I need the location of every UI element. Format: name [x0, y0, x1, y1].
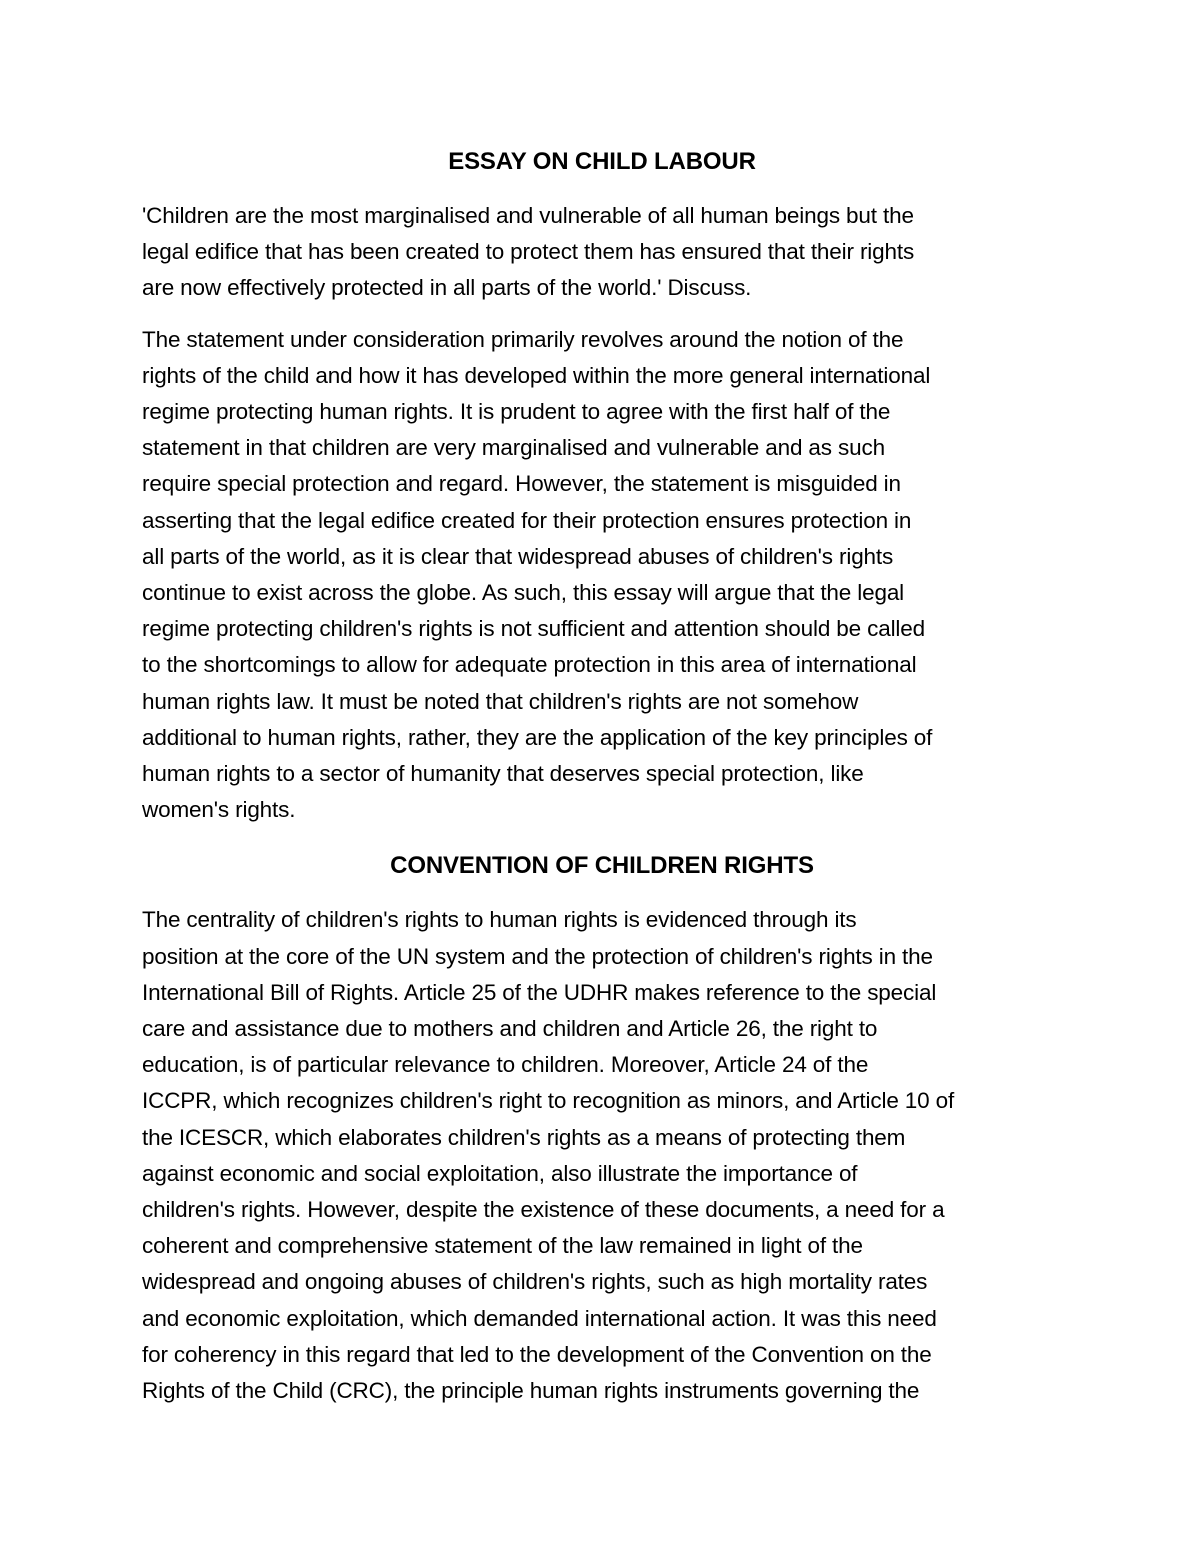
- text-line: human rights law. It must be noted that children's rights are not somehow: [142, 688, 859, 714]
- text-line: are now effectively protected in all parts of the world.' Discuss.: [142, 275, 752, 301]
- text-line: the ICESCR, which elaborates children's rights as a means of protecting them: [142, 1124, 906, 1150]
- text-line: regime protecting human rights. It is prudent to agree with the first half of the: [142, 399, 891, 425]
- text-line: continue to exist across the globe. As such, this essay will argue that the legal: [142, 580, 905, 606]
- body-paragraph-1: [142, 322, 1062, 829]
- document-title: ESSAY ON CHILD LABOUR: [448, 148, 756, 175]
- text-line: widespread and ongoing abuses of children's rights, such as high mortality rates: [142, 1269, 928, 1295]
- document-body: [142, 146, 1062, 1424]
- text-line: and economic exploitation, which demanded international action. It was this need: [142, 1305, 937, 1331]
- text-line: against economic and social exploitation, also illustrate the importance of: [142, 1160, 858, 1186]
- section-heading: CONVENTION OF CHILDREN RIGHTS: [390, 852, 814, 880]
- text-line: asserting that the legal edifice created for their protection ensures protection in: [142, 507, 912, 533]
- text-line: 'Children are the most marginalised and vulnerable of all human beings but the: [142, 203, 914, 228]
- text-line: education, is of particular relevance to children. Moreover, Article 24 of the: [142, 1052, 869, 1078]
- text-line: regime protecting children's rights is not sufficient and attention should be called: [142, 616, 925, 642]
- text-line: International Bill of Rights. Article 25 of the UDHR makes reference to the special: [142, 979, 937, 1005]
- text-line: to the shortcomings to allow for adequate protection in this area of international: [142, 652, 917, 678]
- text-line: for coherency in this regard that led to the development of the Convention on the: [142, 1341, 932, 1367]
- text-line: The statement under consideration primarily revolves around the notion of the: [142, 326, 904, 352]
- text-line: The centrality of children's rights to human rights is evidenced through its: [142, 907, 857, 933]
- text-line: Rights of the Child (CRC), the principle human rights instruments governing the: [142, 1378, 920, 1404]
- text-line: require special protection and regard. However, the statement is misguided in: [142, 471, 901, 497]
- text-line: care and assistance due to mothers and children and Article 26, the right to: [142, 1016, 878, 1042]
- text-line: women's rights.: [142, 797, 296, 823]
- text-line: children's rights. However, despite the existence of these documents, a need for a: [142, 1197, 945, 1223]
- text-line: coherent and comprehensive statement of the law remained in light of the: [142, 1233, 863, 1259]
- text-line: rights of the child and how it has developed within the more general international: [142, 362, 931, 388]
- text-line: all parts of the world, as it is clear that widespread abuses of children's rights: [142, 543, 894, 569]
- text-line: legal edifice that has been created to protect them has ensured that their rights: [142, 239, 915, 265]
- intro-paragraph: [142, 198, 1062, 307]
- text-line: human rights to a sector of humanity that deserves special protection, like: [142, 761, 864, 787]
- text-line: position at the core of the UN system and the protection of children's rights in the: [142, 943, 933, 969]
- body-paragraph-2: [142, 902, 1062, 1409]
- text-line: ICCPR, which recognizes children's right to recognition as minors, and Article 10 of: [142, 1088, 955, 1114]
- text-line: additional to human rights, rather, they are the application of the key principles of: [142, 724, 933, 750]
- text-line: statement in that children are very marginalised and vulnerable and as such: [142, 435, 885, 461]
